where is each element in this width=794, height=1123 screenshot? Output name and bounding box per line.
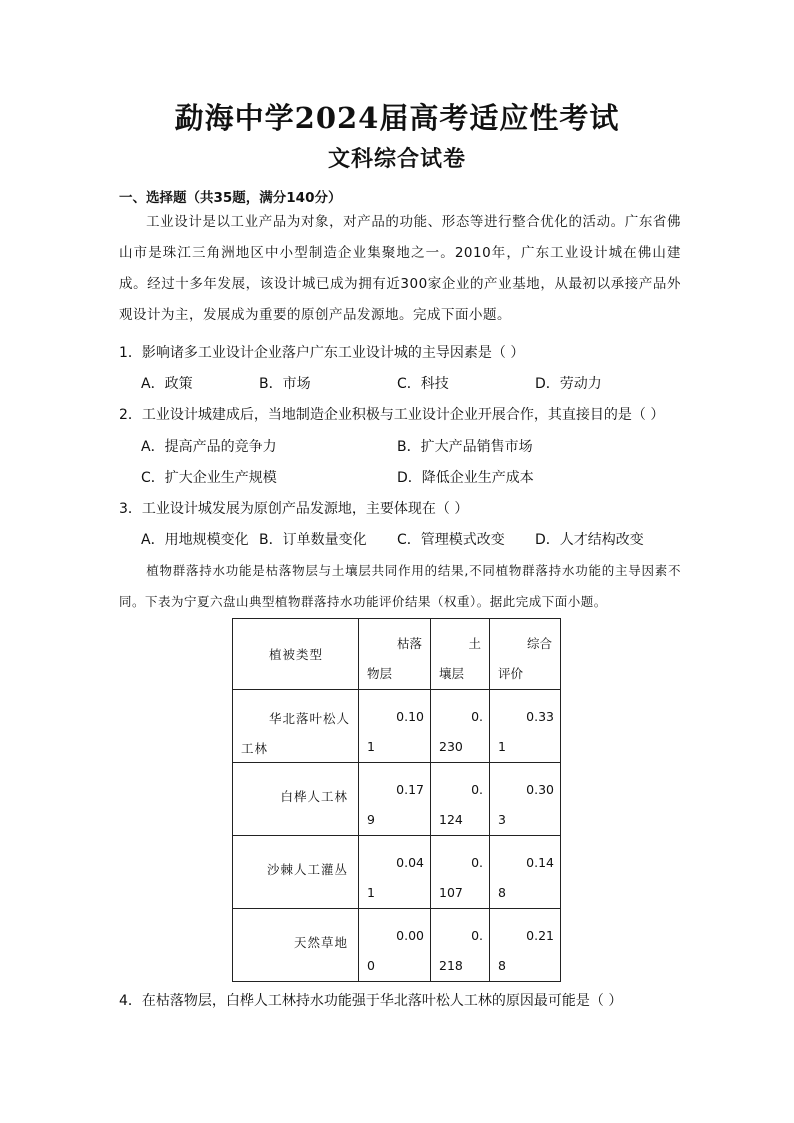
q3-option-c[interactable]: C．管理模式改变 <box>397 532 505 548</box>
q3-option-a[interactable]: A．用地规模变化 <box>141 532 249 548</box>
overall-value: 0.30 3 <box>498 782 554 827</box>
exam-subtitle: 文科综合试卷 <box>327 146 466 172</box>
vegetation-type-cell: 天然草地 <box>293 935 348 950</box>
q1-option-a[interactable]: A．政策 <box>141 376 193 392</box>
passage-industrial-design <box>119 207 681 331</box>
question-3-stem: 3．工业设计城发展为原创产品发源地，主要体现在（ ） <box>119 501 469 517</box>
soil-value: 0. 218 <box>439 928 483 973</box>
header-vegetation-type: 植被类型 <box>269 647 324 662</box>
vegetation-type-cell: 沙棘人工灌丛 <box>266 862 348 877</box>
table-row <box>233 763 561 836</box>
litter-value: 0.04 1 <box>367 855 424 900</box>
exam-title: 勐海中学2024届高考适应性考试 <box>174 101 620 135</box>
overall-value: 0.33 1 <box>498 709 554 754</box>
litter-value: 0.17 9 <box>367 782 424 827</box>
question-2-stem: 2．工业设计城建成后，当地制造企业积极与工业设计企业开展合作，其直接目的是（ ） <box>119 407 665 423</box>
overall-value: 0.21 8 <box>498 928 554 973</box>
header-soil-layer: 土 壤层 <box>439 636 481 681</box>
soil-value: 0. 107 <box>439 855 483 900</box>
vegetation-type-cell: 白桦人工林 <box>280 789 348 804</box>
table-row <box>233 690 561 763</box>
table-row <box>233 909 561 982</box>
soil-value: 0. 124 <box>439 782 483 827</box>
soil-value: 0. 230 <box>439 709 483 754</box>
q2-option-a[interactable]: A．提高产品的竞争力 <box>141 439 277 455</box>
water-holding-table <box>232 618 561 982</box>
table-row <box>233 836 561 909</box>
q2-option-b[interactable]: B．扩大产品销售市场 <box>397 439 533 455</box>
q3-option-b[interactable]: B．订单数量变化 <box>259 532 367 548</box>
q1-option-d[interactable]: D．劳动力 <box>535 376 602 392</box>
table-header-row <box>233 619 561 690</box>
section-heading: 一、选择题（共35题，满分140分） <box>119 190 342 206</box>
q2-option-c[interactable]: C．扩大企业生产规模 <box>141 470 277 486</box>
q1-option-b[interactable]: B．市场 <box>259 376 311 392</box>
header-overall-evaluation: 综合 评价 <box>498 636 552 681</box>
litter-value: 0.00 0 <box>367 928 424 973</box>
passage-plant-community <box>119 555 681 617</box>
question-1-stem: 1．影响诸多工业设计企业落户广东工业设计城的主导因素是（ ） <box>119 345 525 361</box>
q1-option-c[interactable]: C．科技 <box>397 376 449 392</box>
question-4-stem: 4．在枯落物层，白桦人工林持水功能强于华北落叶松人工林的原因最可能是（ ） <box>119 993 623 1009</box>
litter-value: 0.10 1 <box>367 709 424 754</box>
overall-value: 0.14 8 <box>498 855 554 900</box>
vegetation-type-cell: 华北落叶松人 工林 <box>241 711 350 756</box>
passage-text: 工业设计是以工业产品为对象，对产品的功能、形态等进行整合优化的活动。广东省佛山市是珠江三角洲地区中小型制造企业集聚地之一。2010年，广东工业设计城在佛山建成。经过十多年发展，该设计城已成为拥有近300家企业的产业基地，从最初以承接产品外观设计为主，发展成为重要的原创产品发源地。完成下面小题。 <box>119 214 681 323</box>
q3-option-d[interactable]: D．人才结构改变 <box>535 532 644 548</box>
q2-option-d[interactable]: D．降低企业生产成本 <box>397 470 534 486</box>
passage2-text: 植物群落持水功能是枯落物层与土壤层共同作用的结果,不同植物群落持水功能的主导因素不同。下表为宁夏六盘山典型植物群落持水功能评价结果（权重）。据此完成下面小题。 <box>119 563 681 609</box>
header-litter-layer: 枯落 物层 <box>367 636 422 681</box>
